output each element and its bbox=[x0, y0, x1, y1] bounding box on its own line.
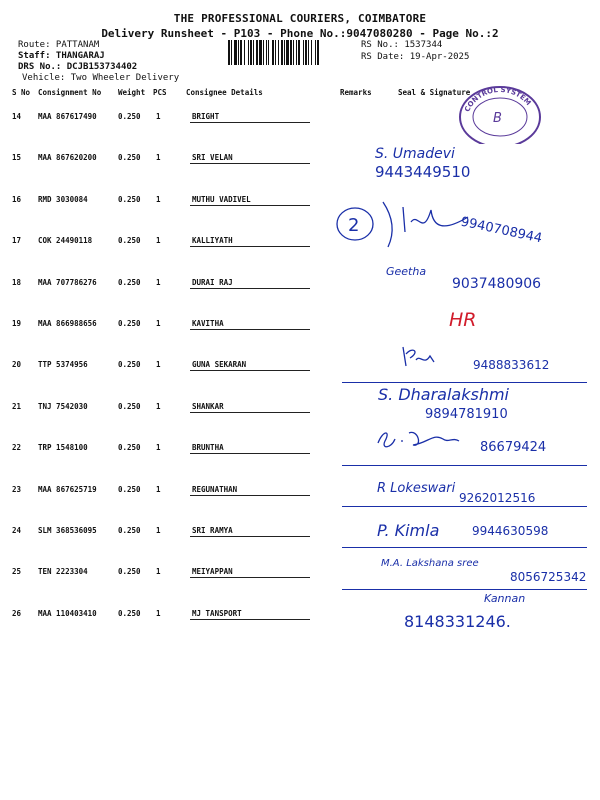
phone-row-17: 9940708944 bbox=[459, 214, 544, 247]
phone-row-22: 86679424 bbox=[480, 440, 547, 455]
row-sno: 14 bbox=[12, 112, 22, 121]
consignee-underline bbox=[190, 412, 310, 413]
signature-row-18: Geetha bbox=[386, 265, 427, 278]
row-consignment: MAA 110403410 bbox=[38, 608, 97, 618]
signature-row-19: HR bbox=[449, 309, 477, 331]
row-weight: 0.250 bbox=[118, 153, 141, 163]
row-pcs: 1 bbox=[156, 360, 161, 370]
col-sno: S No bbox=[12, 88, 31, 97]
row-pcs: 1 bbox=[156, 567, 161, 577]
row-sno: 18 bbox=[12, 277, 22, 287]
phone-row-23: 9262012516 bbox=[459, 491, 536, 505]
consignee-underline bbox=[190, 495, 310, 496]
svg-text:2: 2 bbox=[348, 215, 360, 236]
table-row bbox=[10, 181, 595, 222]
row-sno: 21 bbox=[12, 401, 22, 411]
phone-row-25: 8056725342 bbox=[510, 570, 587, 584]
consignee-underline bbox=[190, 619, 310, 620]
phone-row-15: 9443449510 bbox=[375, 163, 471, 181]
svg-text:CONTROL SYSTEM bbox=[463, 86, 532, 113]
signature-row-20 bbox=[398, 344, 438, 370]
divider-line bbox=[342, 547, 587, 548]
row-consignee: KALLIYATH bbox=[192, 236, 233, 246]
row-sno: 15 bbox=[12, 153, 22, 163]
table-row bbox=[10, 305, 595, 346]
col-pcs: PCS bbox=[153, 88, 167, 97]
route-label: Route: PATTANAM bbox=[18, 40, 100, 50]
document-subtitle: Delivery Runsheet - P103 - Phone No.:9047080280 - Page No.:2 bbox=[101, 27, 499, 40]
row-sno: 20 bbox=[12, 360, 22, 370]
consignee-underline bbox=[190, 246, 310, 247]
row-pcs: 1 bbox=[156, 112, 161, 121]
consignee-underline bbox=[190, 163, 310, 164]
row-consignment: SLM 368536095 bbox=[38, 526, 97, 535]
row-sno: 17 bbox=[12, 236, 22, 246]
row-sno: 26 bbox=[12, 608, 22, 618]
row-consignment: TTP 5374956 bbox=[38, 360, 88, 370]
row-pcs: 1 bbox=[156, 526, 161, 535]
signature-row-24: P. Kimla bbox=[377, 521, 440, 540]
row-consignee: SRI RAMYA bbox=[192, 526, 233, 535]
rs-date: RS Date: 19-Apr-2025 bbox=[361, 52, 470, 62]
col-consignee: Consignee Details bbox=[186, 88, 263, 97]
signature-row-26: Kannan bbox=[484, 592, 526, 605]
consignee-underline bbox=[190, 453, 310, 454]
consignee-underline bbox=[190, 205, 310, 206]
row-pcs: 1 bbox=[156, 319, 161, 328]
row-sno: 24 bbox=[12, 526, 22, 535]
row-consignee: REGUNATHAN bbox=[192, 484, 238, 494]
consignee-underline bbox=[190, 288, 310, 289]
signature-row-21: S. Dharalakshmi bbox=[378, 385, 509, 404]
document-title: THE PROFESSIONAL COURIERS, COIMBATORE bbox=[173, 12, 427, 25]
signature-row-22 bbox=[373, 425, 463, 453]
row-weight: 0.250 bbox=[118, 194, 141, 204]
consignee-underline bbox=[190, 370, 310, 371]
row-consignment: TNJ 7542030 bbox=[38, 401, 88, 411]
row-consignee: SRI VELAN bbox=[192, 153, 233, 163]
consignee-underline bbox=[190, 536, 310, 537]
row-consignee: MEIYAPPAN bbox=[192, 567, 233, 577]
phone-row-18: 9037480906 bbox=[452, 276, 542, 292]
control-system-stamp bbox=[455, 82, 545, 144]
row-weight: 0.250 bbox=[118, 112, 141, 121]
divider-line bbox=[342, 465, 587, 466]
row-consignee: BRIGHT bbox=[192, 112, 220, 121]
row-pcs: 1 bbox=[156, 277, 161, 287]
row-sno: 16 bbox=[12, 194, 22, 204]
row-weight: 0.250 bbox=[118, 277, 141, 287]
divider-line bbox=[342, 589, 587, 590]
col-weight: Weight bbox=[118, 88, 146, 97]
row-consignment: RMD 3030084 bbox=[38, 194, 88, 204]
barcode bbox=[228, 40, 354, 65]
phone-row-26: 8148331246. bbox=[404, 612, 511, 631]
row-weight: 0.250 bbox=[118, 443, 141, 453]
rs-number: RS No.: 1537344 bbox=[361, 40, 443, 50]
row-consignee: GUNA SEKARAN bbox=[192, 360, 247, 370]
consignee-underline bbox=[190, 329, 310, 330]
row-consignment: TRP 1548100 bbox=[38, 443, 88, 453]
row-consignment: MAA 867620200 bbox=[38, 153, 97, 163]
svg-text:B: B bbox=[493, 111, 502, 126]
row-weight: 0.250 bbox=[118, 401, 141, 411]
divider-line bbox=[342, 382, 587, 383]
row-sno: 22 bbox=[12, 443, 22, 453]
divider-line bbox=[342, 506, 587, 507]
row-sno: 19 bbox=[12, 319, 22, 328]
row-consignee: BRUNTHA bbox=[192, 443, 224, 453]
row-weight: 0.250 bbox=[118, 360, 141, 370]
row-pcs: 1 bbox=[156, 236, 161, 246]
drs-number: DRS No.: DCJB153734402 bbox=[18, 62, 138, 72]
row-weight: 0.250 bbox=[118, 567, 141, 577]
row-consignee: SHANKAR bbox=[192, 401, 224, 411]
row-pcs: 1 bbox=[156, 194, 161, 204]
phone-row-24: 9944630598 bbox=[472, 524, 549, 538]
row-sno: 23 bbox=[12, 484, 22, 494]
row-pcs: 1 bbox=[156, 443, 161, 453]
row-weight: 0.250 bbox=[118, 608, 141, 618]
row-consignee: DURAI RAJ bbox=[192, 277, 233, 287]
row-pcs: 1 bbox=[156, 401, 161, 411]
barcode-bar bbox=[319, 40, 320, 65]
consignee-underline bbox=[190, 577, 310, 578]
table-row bbox=[10, 139, 595, 180]
row-weight: 0.250 bbox=[118, 236, 141, 246]
phone-row-20: 9488833612 bbox=[473, 358, 550, 372]
row-consignment: COK 24490118 bbox=[38, 236, 93, 246]
signature-row-25: M.A. Lakshana sree bbox=[381, 558, 479, 569]
row-weight: 0.250 bbox=[118, 484, 141, 494]
signature-row-15: S. Umadevi bbox=[375, 146, 455, 162]
row-pcs: 1 bbox=[156, 484, 161, 494]
signature-row-23: R Lokeswari bbox=[377, 481, 456, 496]
staff-label: Staff: THANGARAJ bbox=[18, 51, 105, 61]
row-weight: 0.250 bbox=[118, 319, 141, 328]
row-pcs: 1 bbox=[156, 153, 161, 163]
phone-row-21: 9894781910 bbox=[425, 407, 508, 422]
row-consignment: TEN 2223304 bbox=[38, 567, 88, 577]
row-consignment: MAA 866988656 bbox=[38, 319, 97, 328]
row-consignment: MAA 867617490 bbox=[38, 112, 97, 121]
row-consignee: KAVITHA bbox=[192, 319, 224, 328]
row-pcs: 1 bbox=[156, 608, 161, 618]
row-sno: 25 bbox=[12, 567, 22, 577]
col-seal: Seal & Signature bbox=[398, 88, 471, 97]
row-consignment: MAA 867625719 bbox=[38, 484, 97, 494]
row-weight: 0.250 bbox=[118, 526, 141, 535]
vehicle-label: Vehicle: Two Wheeler Delivery bbox=[22, 73, 180, 83]
row-consignee: MUTHU VADIVEL bbox=[192, 194, 251, 204]
col-remarks: Remarks bbox=[340, 88, 372, 97]
consignee-underline bbox=[190, 122, 310, 123]
stamp-text: CONTROL SYSTEM bbox=[463, 85, 533, 114]
row-consignment: MAA 707786276 bbox=[38, 277, 97, 287]
row-consignee: MJ TANSPORT bbox=[192, 608, 242, 618]
col-consignment: Consignment No bbox=[38, 88, 102, 97]
